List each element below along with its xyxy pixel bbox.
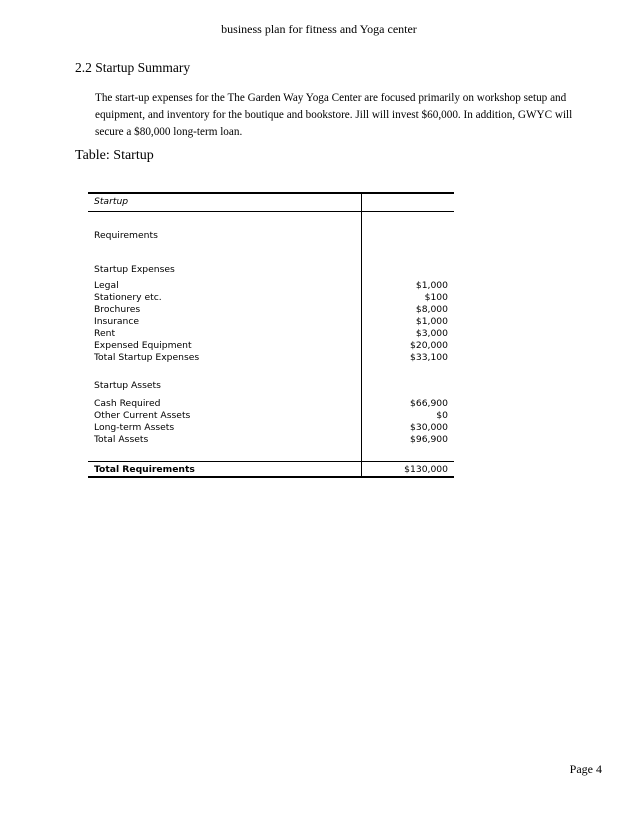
expense-value: $1,000 xyxy=(415,280,448,291)
table-title: Table: Startup xyxy=(75,148,154,163)
asset-label: Long-term Assets xyxy=(94,422,175,433)
startup-expenses-label: Startup Expenses xyxy=(94,264,175,275)
expense-label: Insurance xyxy=(94,316,140,327)
startup-table xyxy=(88,192,454,478)
expense-label: Legal xyxy=(94,280,119,291)
expense-value: $100 xyxy=(424,292,448,303)
table-total-rule xyxy=(88,461,454,462)
page-number: Page 4 xyxy=(569,762,602,776)
expense-value: $3,000 xyxy=(415,328,448,339)
asset-value: $30,000 xyxy=(410,422,448,433)
expense-label: Stationery etc. xyxy=(94,292,162,303)
page-header: business plan for fitness and Yoga center xyxy=(221,22,417,36)
expense-label: Brochures xyxy=(94,304,141,315)
section-heading: 2.2 Startup Summary xyxy=(75,60,191,75)
table-header-label: Startup xyxy=(94,196,129,207)
table-column-divider xyxy=(361,192,362,478)
table-bottom-rule xyxy=(88,476,454,478)
expense-value: $20,000 xyxy=(410,340,448,351)
requirements-label: Requirements xyxy=(94,230,158,241)
asset-value: $66,900 xyxy=(410,398,448,409)
total-requirements-label: Total Requirements xyxy=(94,464,195,475)
expense-label: Rent xyxy=(94,328,116,339)
asset-label: Other Current Assets xyxy=(94,410,191,421)
table-header-rule xyxy=(88,211,454,212)
expense-label: Expensed Equipment xyxy=(94,340,192,351)
expense-total-value: $33,100 xyxy=(410,352,448,363)
table-top-rule xyxy=(88,192,454,194)
asset-total-value: $96,900 xyxy=(410,434,448,445)
startup-assets-label: Startup Assets xyxy=(94,380,161,391)
expense-total-label: Total Startup Expenses xyxy=(94,352,200,363)
asset-label: Cash Required xyxy=(94,398,161,409)
asset-total-label: Total Assets xyxy=(94,434,149,445)
asset-value: $0 xyxy=(436,410,448,421)
expense-value: $8,000 xyxy=(415,304,448,315)
expense-value: $1,000 xyxy=(415,316,448,327)
section-paragraph: The start-up expenses for the The Garden Way Yoga Center are focused primarily on workshop setup and equipment, and inventory for the boutique and bookstore. Jill will invest $60,000. In addition, GWYC will secure a $80,000 long-term loan. xyxy=(95,92,573,138)
total-requirements-value: $130,000 xyxy=(404,464,448,475)
